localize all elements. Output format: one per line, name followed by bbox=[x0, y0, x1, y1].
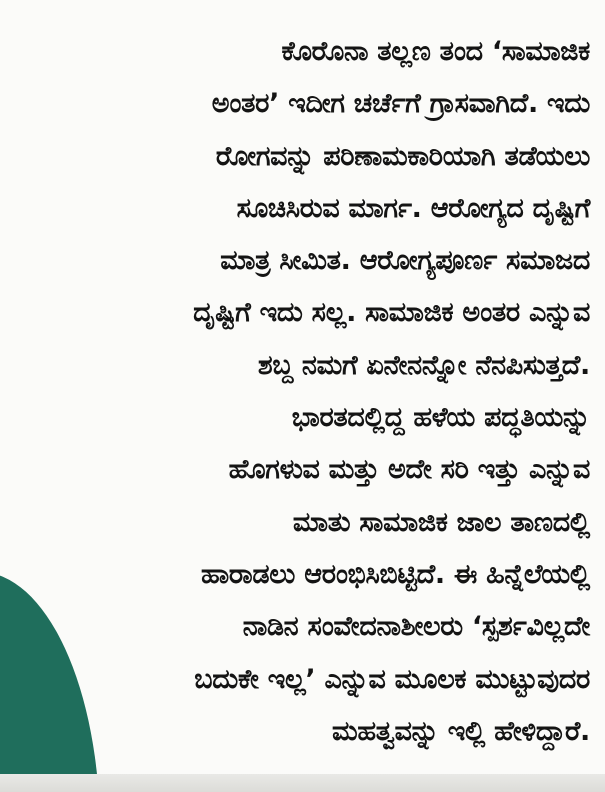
article-line: ದೃಷ್ಟಿಗೆ ಇದು ಸಲ್ಲ. ಸಾಮಾಜಿಕ ಅಂತರ ಎನ್ನುವ bbox=[193, 297, 590, 329]
article-line: ಮಾತು ಸಾಮಾಜಿಕ ಜಾಲ ತಾಣದಲ್ಲಿ bbox=[292, 506, 590, 538]
article-line: ಹಾರಾಡಲು ಆರಂಭಿಸಿಬಿಟ್ಟಿದೆ. ಈ ಹಿನ್ನೆಲೆಯಲ್ಲಿ bbox=[200, 558, 590, 590]
article-line: ಮಹತ್ವವನ್ನು ಇಲ್ಲಿ ಹೇಳಿದ್ದಾರೆ. bbox=[331, 715, 590, 747]
article-line: ನಾಡಿನ ಸಂವೇದನಾಶೀಲರು ‘ಸ್ಪರ್ಶವಿಲ್ಲದೇ bbox=[242, 611, 590, 643]
article-line: ರೋಗವನ್ನು ಪರಿಣಾಮಕಾರಿಯಾಗಿ ತಡೆಯಲು bbox=[215, 140, 590, 172]
article-line: ಶಬ್ದ ನಮಗೆ ಏನೇನನ್ನೋ ನೆನಪಿಸುತ್ತದೆ. bbox=[257, 349, 590, 381]
article-line: ಸೂಚಿಸಿರುವ ಮಾರ್ಗ. ಆರೋಗ್ಯದ ದೃಷ್ಟಿಗೆ bbox=[236, 192, 590, 224]
article-text-block bbox=[70, 26, 590, 758]
article-line: ಬದುಕೇ ಇಲ್ಲ’ ಎನ್ನುವ ಮೂಲಕ ಮುಟ್ಟುವುದರ bbox=[194, 663, 590, 695]
article-line: ಕೊರೊನಾ ತಲ್ಲಣ ತಂದ ‘ಸಾಮಾಜಿಕ bbox=[281, 36, 590, 67]
article-line: ಮಾತ್ರ ಸೀಮಿತ. ಆರೋಗ್ಯಪೂರ್ಣ ಸಮಾಜದ bbox=[220, 245, 590, 277]
article-line: ಭಾರತದಲ್ಲಿದ್ದ ಹಳೆಯ ಪದ್ಧತಿಯನ್ನು bbox=[291, 402, 590, 434]
article-line: ಹೊಗಳುವ ಮತ್ತು ಅದೇ ಸರಿ ಇತ್ತು ಎನ್ನುವ bbox=[228, 454, 590, 486]
article-line: ಅಂತರ’ ಇದೀಗ ಚರ್ಚೆಗೆ ಗ್ರಾಸವಾಗಿದೆ. ಇದು bbox=[211, 88, 590, 120]
bottom-rule bbox=[0, 774, 605, 792]
